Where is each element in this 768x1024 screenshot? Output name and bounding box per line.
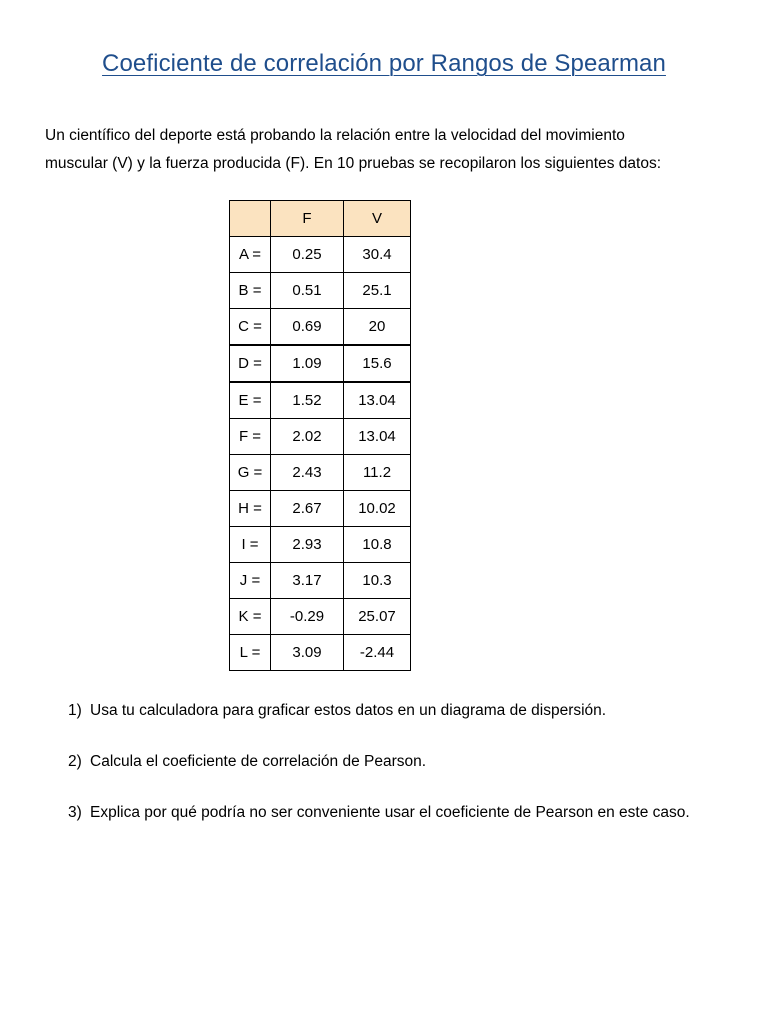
- f-value: 1.09: [271, 345, 344, 382]
- f-value: 0.25: [271, 237, 344, 273]
- table-row: [230, 455, 411, 491]
- question-text: Explica por qué podría no ser conveniente usar el coeficiente de Pearson en este caso.: [90, 804, 690, 821]
- v-value: 10.02: [344, 491, 411, 527]
- data-table: [229, 200, 411, 671]
- row-label: J =: [230, 563, 271, 599]
- intro-line-1: Un científico del deporte está probando la relación entre la velocidad del movimiento: [45, 127, 625, 144]
- table-row: [230, 345, 411, 382]
- question-number: 3): [68, 804, 82, 821]
- v-value: 30.4: [344, 237, 411, 273]
- header-cell-v: V: [344, 201, 411, 237]
- f-value: 3.09: [271, 635, 344, 671]
- page-title: Coeficiente de correlación por Rangos de Spearman: [102, 50, 666, 77]
- v-value: -2.44: [344, 635, 411, 671]
- table-row: [230, 309, 411, 346]
- question-item: [68, 749, 748, 775]
- v-value: 13.04: [344, 419, 411, 455]
- table-row: [230, 563, 411, 599]
- table-row: [230, 599, 411, 635]
- row-label: A =: [230, 237, 271, 273]
- row-label: G =: [230, 455, 271, 491]
- row-label: E =: [230, 382, 271, 419]
- f-value: 2.43: [271, 455, 344, 491]
- header-cell-f: F: [271, 201, 344, 237]
- v-value: 13.04: [344, 382, 411, 419]
- table-row: [230, 491, 411, 527]
- v-value: 11.2: [344, 455, 411, 491]
- row-label: I =: [230, 527, 271, 563]
- row-label: B =: [230, 273, 271, 309]
- v-value: 25.1: [344, 273, 411, 309]
- table-row: [230, 527, 411, 563]
- row-label: F =: [230, 419, 271, 455]
- table-header-row: [230, 201, 411, 237]
- f-value: -0.29: [271, 599, 344, 635]
- question-number: 2): [68, 753, 82, 770]
- f-value: 1.52: [271, 382, 344, 419]
- intro-paragraph: [45, 122, 735, 178]
- f-value: 3.17: [271, 563, 344, 599]
- row-label: K =: [230, 599, 271, 635]
- row-label: C =: [230, 309, 271, 346]
- table-row: [230, 382, 411, 419]
- question-number: 1): [68, 702, 82, 719]
- f-value: 2.02: [271, 419, 344, 455]
- question-item: [68, 800, 748, 826]
- question-text: Calcula el coeficiente de correlación de Pearson.: [90, 753, 427, 770]
- header-cell-label: [230, 201, 271, 237]
- table-row: [230, 237, 411, 273]
- v-value: 10.3: [344, 563, 411, 599]
- table-row: [230, 273, 411, 309]
- f-value: 0.51: [271, 273, 344, 309]
- v-value: 15.6: [344, 345, 411, 382]
- f-value: 2.67: [271, 491, 344, 527]
- row-label: L =: [230, 635, 271, 671]
- table-row: [230, 419, 411, 455]
- intro-line-2: muscular (V) y la fuerza producida (F). En 10 pruebas se recopilaron los siguientes datos:: [45, 155, 661, 172]
- question-list: [68, 698, 748, 851]
- f-value: 2.93: [271, 527, 344, 563]
- f-value: 0.69: [271, 309, 344, 346]
- v-value: 25.07: [344, 599, 411, 635]
- row-label: H =: [230, 491, 271, 527]
- table-row: [230, 635, 411, 671]
- row-label: D =: [230, 345, 271, 382]
- question-text: Usa tu calculadora para graficar estos datos en un diagrama de dispersión.: [90, 702, 607, 719]
- v-value: 10.8: [344, 527, 411, 563]
- v-value: 20: [344, 309, 411, 346]
- question-item: [68, 698, 748, 724]
